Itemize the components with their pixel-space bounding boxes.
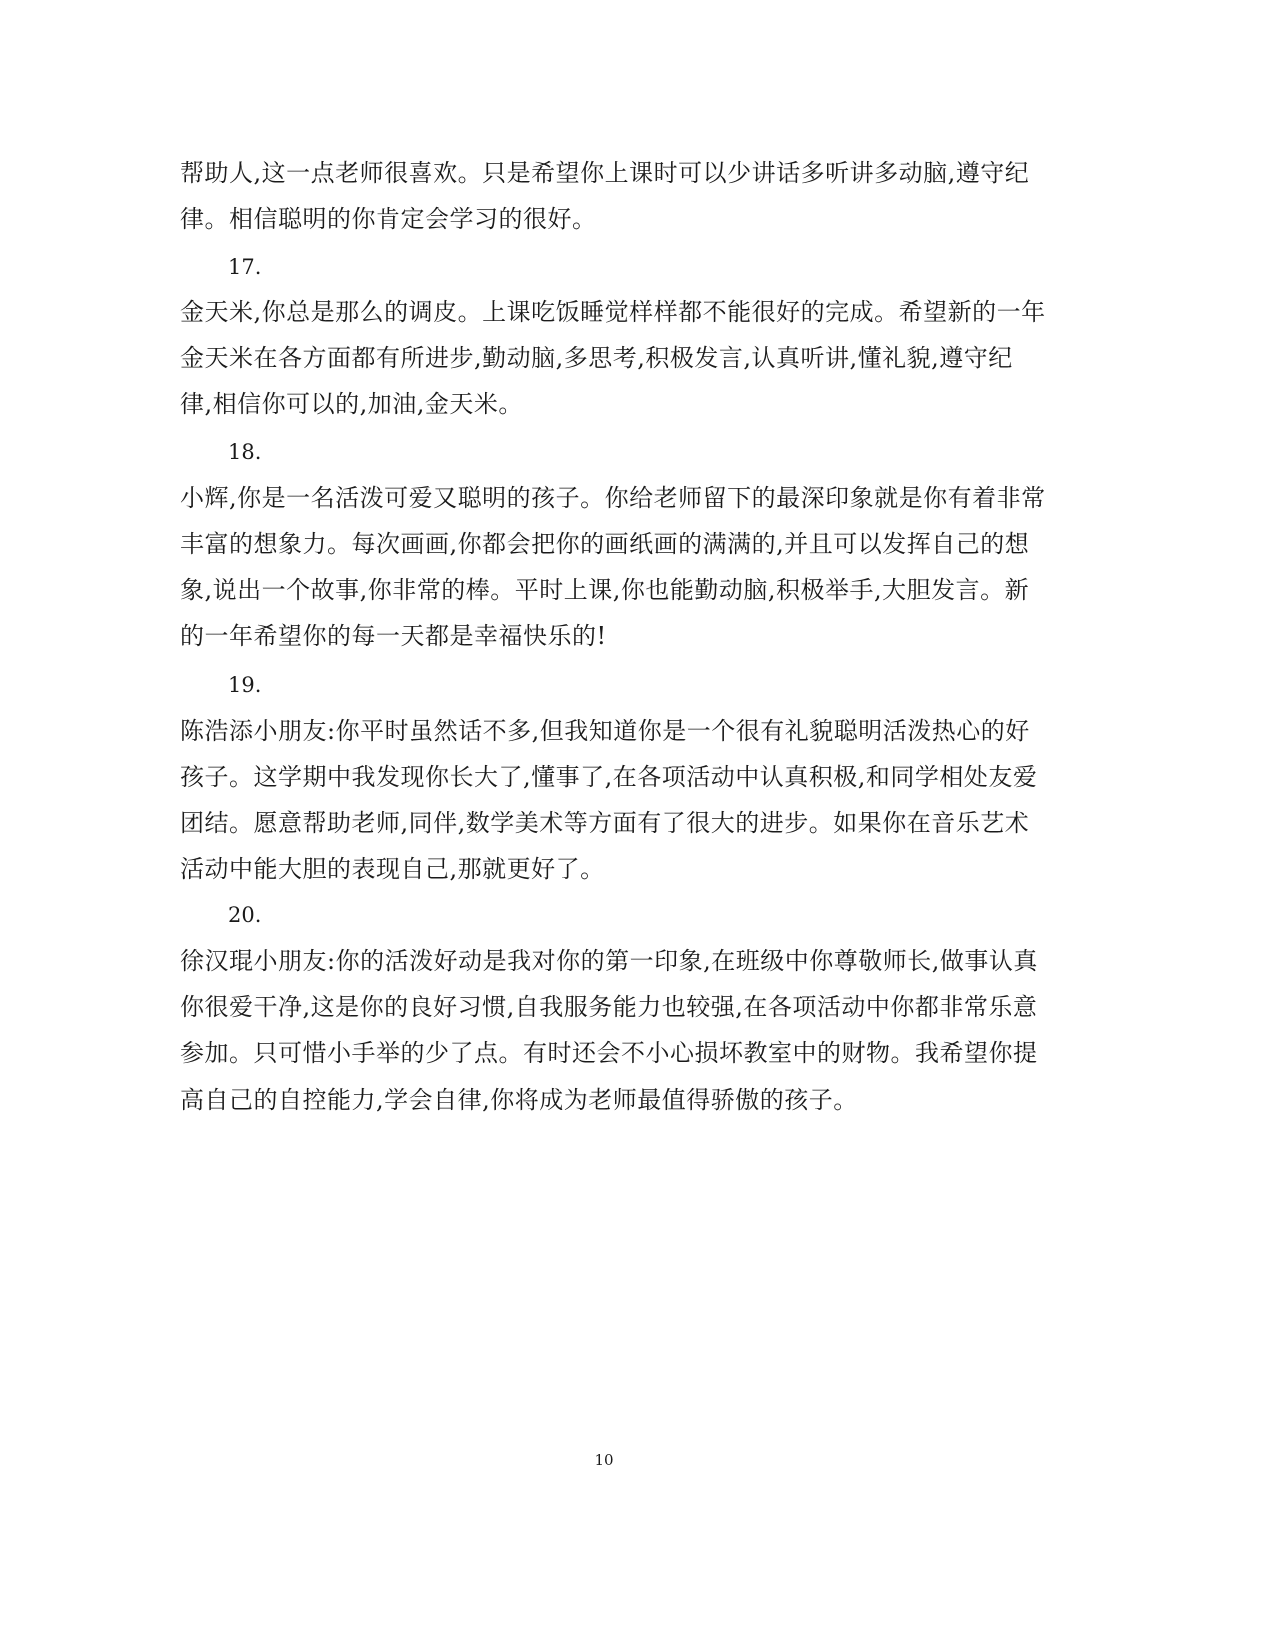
paragraph-line: 金天米在各方面都有所进步,勤动脑,多思考,积极发言,认真听讲,懂礼貌,遵守纪 — [180, 344, 1013, 372]
entry-number: 19. — [228, 673, 262, 697]
paragraph-line: 象,说出一个故事,你非常的棒。平时上课,你也能勤动脑,积极举手,大胆发言。新 — [180, 576, 1030, 604]
paragraph-line: 律。相信聪明的你肯定会学习的很好。 — [180, 205, 597, 233]
paragraph-line: 团结。愿意帮助老师,同伴,数学美术等方面有了很大的进步。如果你在音乐艺术 — [180, 809, 1030, 837]
paragraph-line: 徐汉琨小朋友:你的活泼好动是我对你的第一印象,在班级中你尊敬师长,做事认真 — [180, 947, 1038, 975]
paragraph-line: 活动中能大胆的表现自己,那就更好了。 — [180, 855, 605, 883]
entry-number: 20. — [228, 903, 262, 927]
paragraph-line: 孩子。这学期中我发现你长大了,懂事了,在各项活动中认真积极,和同学相处友爱 — [180, 763, 1038, 791]
paragraph-line: 高自己的自控能力,学会自律,你将成为老师最值得骄傲的孩子。 — [180, 1086, 858, 1114]
paragraph-line: 的一年希望你的每一天都是幸福快乐的! — [180, 622, 607, 650]
entry-number: 17. — [228, 255, 262, 279]
paragraph-line: 陈浩添小朋友:你平时虽然话不多,但我知道你是一个很有礼貌聪明活泼热心的好 — [180, 717, 1030, 745]
paragraph-line: 你很爱干净,这是你的良好习惯,自我服务能力也较强,在各项活动中你都非常乐意 — [180, 993, 1038, 1021]
paragraph-line: 小辉,你是一名活泼可爱又聪明的孩子。你给老师留下的最深印象就是你有着非常 — [180, 484, 1046, 512]
paragraph-line: 丰富的想象力。每次画画,你都会把你的画纸画的满满的,并且可以发挥自己的想 — [180, 530, 1030, 558]
entry-number: 18. — [228, 440, 262, 464]
page-number: 10 — [594, 1451, 614, 1469]
paragraph-line: 金天米,你总是那么的调皮。上课吃饭睡觉样样都不能很好的完成。希望新的一年 — [180, 298, 1046, 326]
paragraph-line: 律,相信你可以的,加油,金天米。 — [180, 390, 523, 418]
paragraph-line: 帮助人,这一点老师很喜欢。只是希望你上课时可以少讲话多听讲多动脑,遵守纪 — [180, 159, 1030, 187]
paragraph-line: 参加。只可惜小手举的少了点。有时还会不小心损坏教室中的财物。我希望你提 — [180, 1039, 1038, 1067]
